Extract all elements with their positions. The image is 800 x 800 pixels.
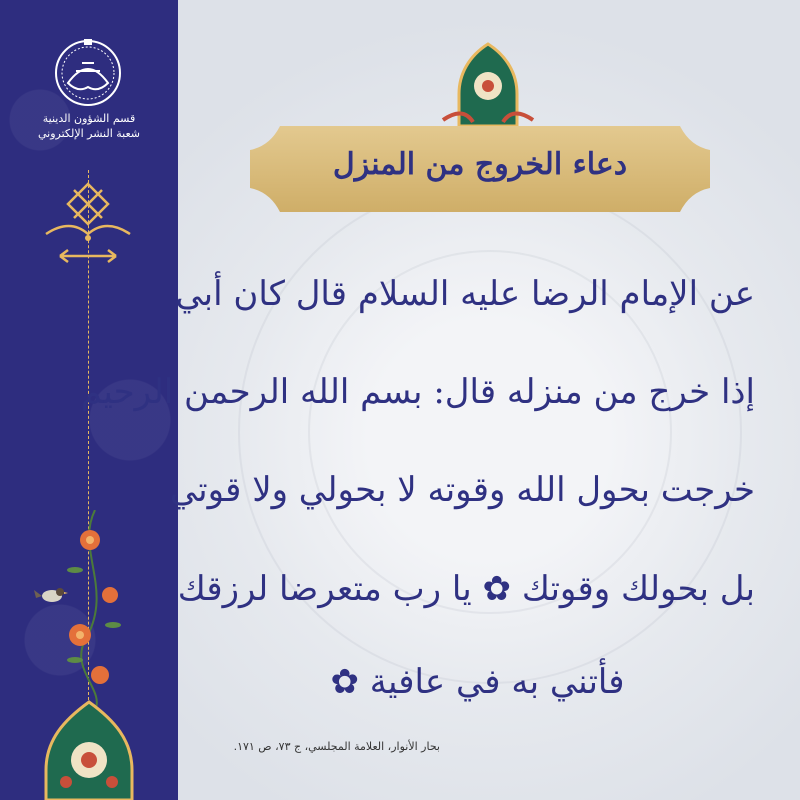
supplication-line: بل بحولك وقوتك ✿ يا رب متعرضا لرزقك (177, 569, 755, 609)
page-title: دعاء الخروج من المنزل (332, 147, 628, 182)
bird-icon (32, 580, 72, 608)
department-subname: شعبة النشر الإلكتروني (37, 127, 141, 140)
supplication-line: إذا خرج من منزله قال: بسم الله الرحمن الرحيم (80, 372, 755, 412)
supplication-line: عن الإمام الرضا عليه السلام قال كان أبي (175, 274, 755, 314)
arabesque-medallion-icon (44, 700, 134, 800)
department-name: قسم الشؤون الدينية (42, 112, 136, 125)
arabesque-finial-icon (433, 40, 543, 130)
supplication-line: خرجت بحول الله وقوته لا بحولي ولا قوتي (169, 470, 755, 510)
flower-vine-icon (55, 510, 135, 710)
source-citation: بحار الأنوار، العلامة المجلسي، ج ٧٣، ص ١٧١. (233, 740, 440, 753)
supplication-line: فأتني به في عافية ✿ (330, 662, 625, 702)
